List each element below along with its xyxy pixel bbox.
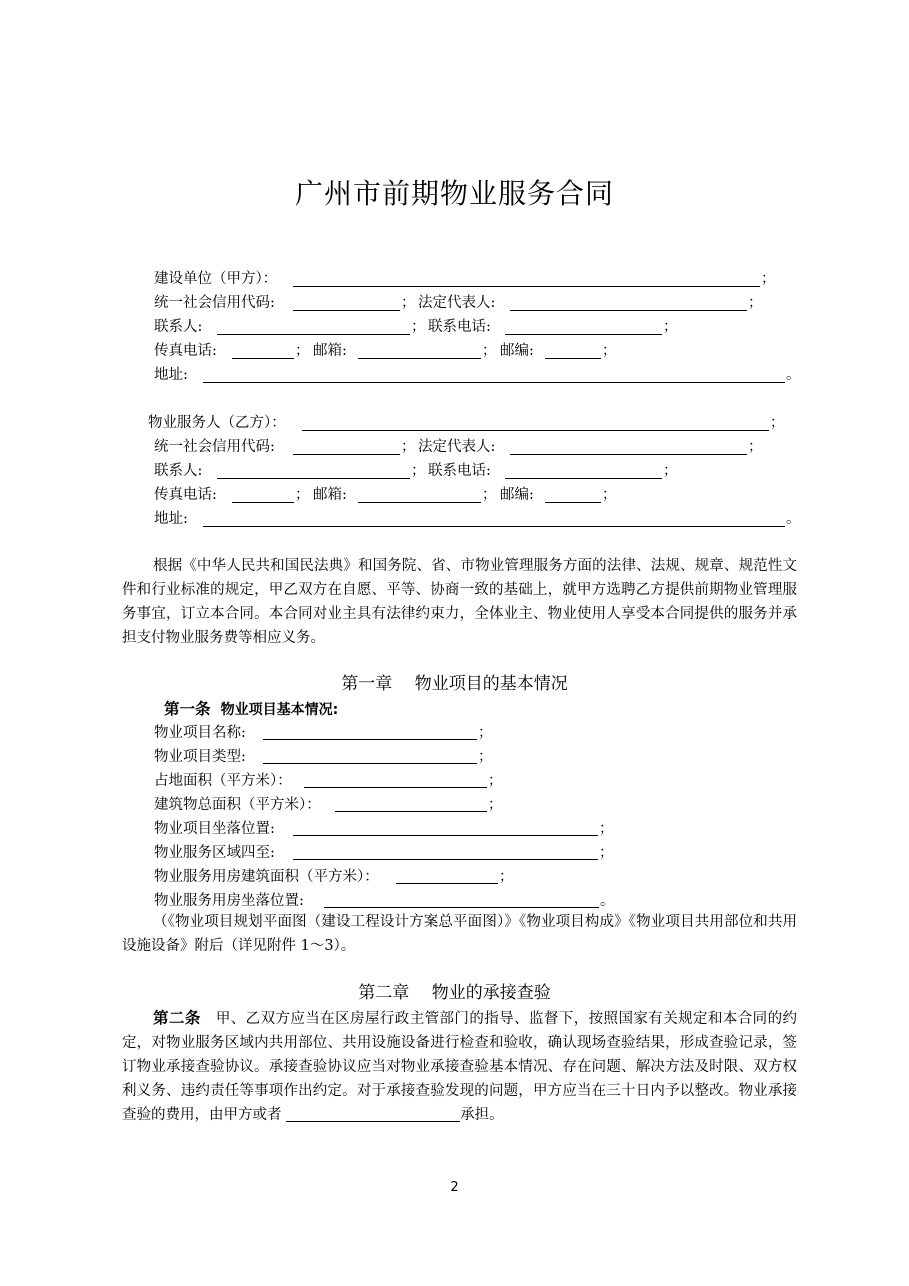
list-item: 占地面积（平方米）：	[154, 773, 292, 789]
semicolon: ；	[488, 797, 503, 813]
semicolon: ；	[663, 319, 678, 335]
party-b-zip-field[interactable]	[545, 502, 601, 503]
semicolon: ；	[401, 295, 416, 311]
semicolon: ；	[482, 487, 497, 503]
party-b-phone-label: 联系电话:	[428, 463, 491, 479]
semicolon: ；	[748, 439, 763, 455]
party-a-phone-field[interactable]	[505, 334, 662, 335]
list-item: 物业服务用房坐落位置:	[154, 893, 304, 909]
project-name-field[interactable]	[263, 739, 477, 740]
party-a-fax-label: 传真电话:	[154, 343, 217, 359]
party-a-rep-field[interactable]	[510, 310, 747, 311]
service-boundary-field[interactable]	[293, 859, 598, 860]
party-b-fax-field[interactable]	[232, 502, 294, 503]
semicolon: ；	[770, 415, 785, 431]
article-2-tail: 承担。	[460, 1107, 504, 1123]
service-room-area-field[interactable]	[396, 883, 498, 884]
party-b-phone-field[interactable]	[505, 478, 662, 479]
party-b-name-field[interactable]	[302, 430, 769, 431]
cost-bearer-field[interactable]	[286, 1105, 460, 1122]
semicolon: ；	[295, 343, 310, 359]
party-a-fax-field[interactable]	[232, 358, 294, 359]
building-area-field[interactable]	[335, 811, 487, 812]
list-item: 物业项目名称:	[154, 725, 246, 741]
semicolon: ；	[602, 343, 617, 359]
party-b-rep-field[interactable]	[510, 454, 747, 455]
article-1-title: 物业项目基本情况:	[220, 702, 339, 718]
article-1-number: 第一条	[164, 700, 211, 718]
party-a-zip-field[interactable]	[545, 358, 601, 359]
party-a-address-label: 地址:	[154, 367, 188, 383]
party-b-address-field[interactable]	[203, 526, 785, 527]
semicolon: ；	[411, 463, 426, 479]
party-b-email-label: 邮箱:	[313, 487, 347, 503]
party-b-address-label: 地址:	[154, 511, 188, 527]
semicolon: ；	[663, 463, 678, 479]
party-a-name-field[interactable]	[293, 286, 760, 287]
list-item: 物业服务用房建筑面积（平方米）：	[154, 869, 379, 885]
page-number: 2	[450, 1180, 459, 1195]
article-2-paragraph	[122, 1006, 797, 1127]
attachments-note: （《物业项目规划平面图（建设工程设计方案总平面图）》《物业项目构成》《物业项目共用部位和共用设施设备》附后（详见附件 1～3）。	[122, 914, 797, 954]
party-b-zip-label: 邮编:	[500, 487, 534, 503]
land-area-field[interactable]	[304, 787, 487, 788]
semicolon: ；	[599, 845, 614, 861]
chapter-1-heading: 第一章 物业项目的基本情况	[341, 674, 568, 694]
semicolon: ；	[295, 487, 310, 503]
semicolon: ；	[482, 343, 497, 359]
list-item: 物业项目类型:	[154, 749, 246, 765]
party-a-email-label: 邮箱:	[313, 343, 347, 359]
list-item: 建筑物总面积（平方米）：	[154, 797, 321, 813]
party-a-contact-label: 联系人:	[154, 319, 203, 335]
period: 。	[786, 367, 801, 383]
semicolon: ；	[599, 821, 614, 837]
list-item: 物业项目坐落位置:	[154, 821, 275, 837]
party-b-credit-field[interactable]	[293, 454, 400, 455]
period: 。	[600, 893, 615, 909]
party-b-email-field[interactable]	[358, 502, 481, 503]
article-2-number: 第二条	[153, 1009, 201, 1027]
party-a-name-label: 建设单位（甲方）：	[154, 271, 278, 287]
semicolon: ；	[488, 773, 503, 789]
contract-title: 广州市前期物业服务合同	[294, 177, 614, 210]
party-b-credit-label: 统一社会信用代码:	[154, 439, 275, 455]
project-type-field[interactable]	[263, 763, 477, 764]
semicolon: ；	[401, 439, 416, 455]
semicolon: ；	[411, 319, 426, 335]
semicolon: ；	[748, 295, 763, 311]
project-location-field[interactable]	[293, 835, 598, 836]
semicolon: ；	[499, 869, 514, 885]
party-a-phone-label: 联系电话:	[428, 319, 491, 335]
party-a-email-field[interactable]	[358, 358, 481, 359]
article-2-text: 甲、乙双方应当在区房屋行政主管部门的指导、监督下，按照国家有关规定和本合同的约定，对物业服务区域内共用部位、共用设施设备进行检查和验收，确认现场查验结果，形成查验记录，签订物业承接查验协议。承接查验协议应当对物业承接查验基本情况、存在问题、解决方法及时限、双方权利义务、违约责任等事项作出约定。对于承接查验发现的问题，甲方应当在三十日内予以整改。物业承接查验的费用，由甲方或者	[122, 1011, 798, 1123]
party-a-zip-label: 邮编:	[500, 343, 534, 359]
party-a-credit-field[interactable]	[293, 310, 400, 311]
semicolon: ；	[761, 271, 776, 287]
semicolon: ；	[478, 725, 493, 741]
party-a-address-field[interactable]	[203, 382, 785, 383]
party-a-contact-field[interactable]	[217, 334, 410, 335]
semicolon: ；	[602, 487, 617, 503]
article-1-heading	[164, 697, 338, 721]
semicolon: ；	[478, 749, 493, 765]
party-b-fax-label: 传真电话:	[154, 487, 217, 503]
party-a-rep-label: 法定代表人:	[418, 295, 496, 311]
party-b-name-label: 物业服务人（乙方）：	[148, 415, 286, 431]
service-room-location-field[interactable]	[324, 907, 599, 908]
preamble-paragraph: 根据《中华人民共和国民法典》和国务院、省、市物业管理服务方面的法律、法规、规章、规范性文件和行业标准的规定，甲乙双方在自愿、平等、协商一致的基础上，就甲方选聘乙方提供前期物业管理服务事宜，订立本合同。本合同对业主具有法律约束力，全体业主、物业使用人享受本合同提供的服务并承担支付物业服务费等相应义务。	[122, 558, 797, 646]
period: 。	[786, 511, 801, 527]
chapter-2-heading: 第二章 物业的承接查验	[358, 983, 551, 1003]
party-b-contact-label: 联系人:	[154, 463, 203, 479]
party-a-credit-label: 统一社会信用代码:	[154, 295, 275, 311]
list-item: 物业服务区域四至:	[154, 845, 275, 861]
party-b-contact-field[interactable]	[217, 478, 410, 479]
party-b-rep-label: 法定代表人:	[418, 439, 496, 455]
